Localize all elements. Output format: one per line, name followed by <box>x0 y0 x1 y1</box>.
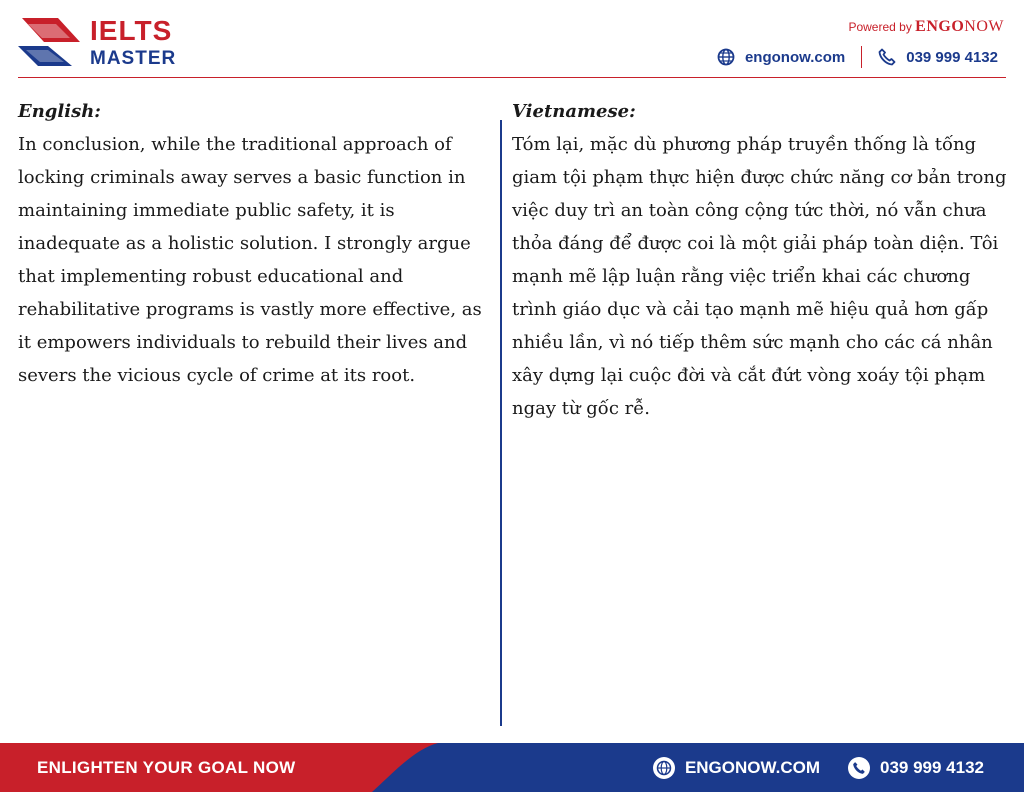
footer-phone-label: 039 999 4132 <box>880 757 984 777</box>
header-separator <box>861 46 862 68</box>
page-header <box>0 0 1024 80</box>
powered-by <box>848 18 1004 36</box>
globe-icon <box>717 48 735 66</box>
powered-prefix: Powered by <box>848 20 916 34</box>
engonow-brand <box>915 18 1004 35</box>
english-paragraph: In conclusion, while the traditional approach of locking criminals away serves a basic function in maintaining immediate public safety, it is inadequate as a holistic solution. I strongly argue that implementing robust educational and rehabilitative programs is vastly more effective, as it empowers individuals to rebuild their lives and severs the vicious cycle of crime at its root. <box>18 134 482 386</box>
header-divider <box>18 77 1006 78</box>
footer-website-label: ENGONOW.COM <box>684 757 820 777</box>
footer-slogan: ENLIGHTEN YOUR GOAL NOW <box>37 758 296 777</box>
footer-phone[interactable] <box>848 757 984 779</box>
vietnamese-heading: Vietnamese: <box>512 101 636 122</box>
phone-icon <box>848 757 870 779</box>
vietnamese-paragraph: Tóm lại, mặc dù phương pháp truyền thống là tống giam tội phạm thực hiện được chức năng cơ bản trong việc duy trì an toàn công cộng tức thời, nó vẫn chưa thỏa đáng để được coi là một giải pháp toàn diện. Tôi mạnh mẽ lập luận rằng việc triển khai các chương trình giáo dục và cải tạo mạnh mẽ hiệu quả hơn gấp nhiều lần, vì nó tiếp thêm sức mạnh cho các cá nhân xây dựng lại cuộc đời và cắt đứt vòng xoáy tội phạm ngay từ gốc rễ. <box>512 134 1007 419</box>
footer-website[interactable] <box>653 757 820 779</box>
logo-master-text: MASTER <box>90 48 177 69</box>
header-phone-link[interactable]: 039 999 4132 <box>906 48 998 66</box>
header-website-link[interactable]: engonow.com <box>744 48 846 66</box>
footer-contact <box>653 743 984 792</box>
brand-now: NOW <box>964 18 1004 35</box>
globe-icon <box>653 757 675 779</box>
english-heading: English: <box>18 101 101 122</box>
page-footer <box>0 743 1024 792</box>
vietnamese-column <box>512 96 1016 425</box>
brand-engo: ENGO <box>915 18 965 35</box>
english-column <box>18 96 492 392</box>
phone-icon <box>878 48 896 66</box>
logo-mark-icon <box>18 16 84 68</box>
header-contact <box>717 46 998 68</box>
ielts-master-logo <box>18 14 188 70</box>
column-divider <box>500 120 502 726</box>
logo-ielts-text: IELTS <box>90 15 173 46</box>
